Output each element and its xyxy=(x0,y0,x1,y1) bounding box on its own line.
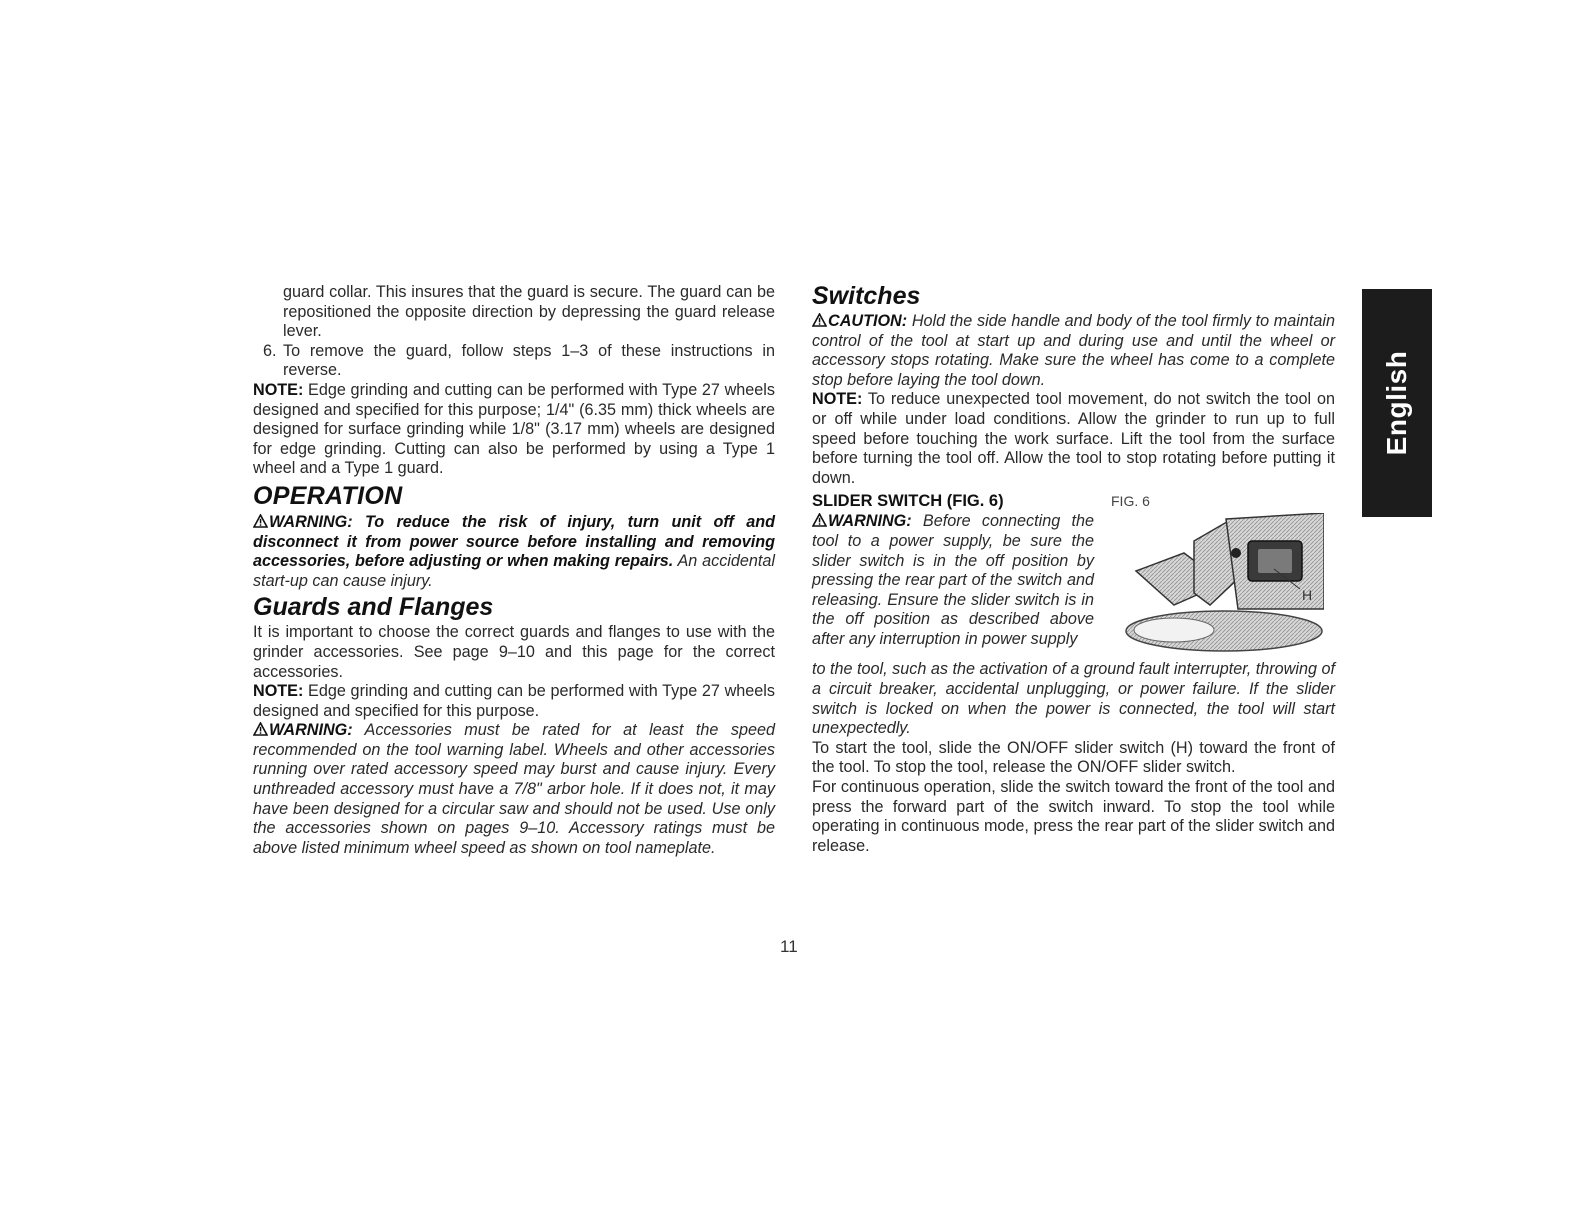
note-text: Edge grinding and cutting can be performed with Type 27 wheels designed and specified for this purpose. xyxy=(253,682,775,720)
slider-switch-section xyxy=(812,490,1335,660)
slider-switch-heading: SLIDER SWITCH (FIG. 6) xyxy=(812,492,1004,511)
guards-flanges-heading: Guards and Flanges xyxy=(253,593,494,622)
figure-6-label: FIG. 6 xyxy=(1111,493,1150,510)
operation-warning xyxy=(253,513,775,591)
note-load-conditions xyxy=(812,390,1335,488)
warning-triangle-icon xyxy=(253,722,268,736)
step-6-text: To remove the guard, follow steps 1–3 of these instructions in reverse. xyxy=(283,341,775,380)
guards-paragraph: It is important to choose the correct guards and flanges to use with the grinder accessories. See page 9–10 and this page for the correct accessories. xyxy=(253,623,775,681)
note-text: To reduce unexpected tool movement, do not switch the tool on or off while under load conditions. Allow the grinder to run up to full speed before touching the work surface. Lift the tool from the surface before turning the tool off. Allow the tool to stop rotating before putting it down. xyxy=(812,390,1335,487)
language-tab xyxy=(1362,289,1432,517)
slider-warning xyxy=(812,512,1094,649)
switches-heading: Switches xyxy=(812,282,921,310)
accessory-warning xyxy=(253,721,775,858)
note-type27 xyxy=(253,682,775,721)
note-label: NOTE: xyxy=(253,380,304,399)
grinder-illustration xyxy=(1114,513,1324,663)
caution-text: Hold the side handle and body of the tool firmly to maintain control of the tool at start up and during use and until the wheel or accessory stops rotating. Make sure the wheel has come to a complete stop before laying the tool down. xyxy=(812,312,1335,389)
step-6-number: 6. xyxy=(263,341,277,360)
caution-paragraph xyxy=(812,312,1335,390)
note-text: Edge grinding and cutting can be performed with Type 27 wheels designed and specified for this purpose; 1/4" (6.35 mm) thick wheels are designed for surface grinding while 1/8" (3.17 mm) wheels are designed for edge grinding. Cutting can also be performed by using a Type 1 wheel and a Type 1 guard. xyxy=(253,380,775,478)
warning-triangle-icon xyxy=(812,313,827,327)
operation-heading: OPERATION xyxy=(253,481,403,510)
right-column xyxy=(812,283,1335,856)
page-number: 11 xyxy=(780,937,798,956)
left-column xyxy=(253,283,775,858)
caution-label: CAUTION: xyxy=(828,312,908,330)
note-label: NOTE: xyxy=(812,390,863,409)
note-label: NOTE: xyxy=(253,682,304,701)
continuous-operation-paragraph: For continuous operation, slide the switch toward the front of the tool and press the forward part of the switch inward. To stop the tool while operating in continuous mode, press the rear part of the slider switch and release. xyxy=(812,777,1335,855)
warning-label: WARNING: xyxy=(828,512,912,531)
callout-h-label: H xyxy=(1302,587,1313,604)
warning-triangle-icon xyxy=(812,513,827,527)
warning-text: Before connecting the tool to a power supply, be sure the slider switch is in the off position by pressing the rear part of the switch and releasing. Ensure the slider switch is in the off position as described above after any interruption in power supply xyxy=(812,512,1094,648)
warning-triangle-icon xyxy=(253,514,268,528)
warning-label: WARNING: xyxy=(269,512,353,531)
step-6 xyxy=(253,342,775,381)
language-tab-label: English xyxy=(1381,350,1412,456)
note-edge-grinding xyxy=(253,381,775,479)
warning-tail-text: An accidental start-up can cause injury. xyxy=(253,552,775,590)
guard-collar-paragraph: guard collar. This insures that the guard is secure. The guard can be repositioned the opposite direction by depressing the guard release lever. xyxy=(283,283,775,341)
slider-warning-continued: to the tool, such as the activation of a ground fault interrupter, throwing of a circuit breaker, accidental unplugging, or power failure. If the slider switch is locked on when the power is connected, the tool will start unexpectedly. xyxy=(812,660,1335,738)
start-stop-paragraph: To start the tool, slide the ON/OFF slider switch (H) toward the front of the tool. To stop the tool, release the ON/OFF slider switch. xyxy=(812,738,1335,777)
warning-bold-text: To reduce the risk of injury, turn unit off and disconnect it from power source before installing and removing accessories, before adjusting or when making repairs. xyxy=(253,512,775,571)
warning-label: WARNING: xyxy=(269,721,353,740)
warning-text: Accessories must be rated for at least the speed recommended on the tool warning label. Wheels and other accessories running over rated accessory speed may burst and cause injury. Every unthreaded accessory must have a 7/8" arbor hole. If it does not, it may have been designed for a circular saw and should not be used. Use only the accessories shown on pages 9–10. Accessory ratings must be above listed minimum wheel speed as shown on tool nameplate. xyxy=(253,721,775,857)
